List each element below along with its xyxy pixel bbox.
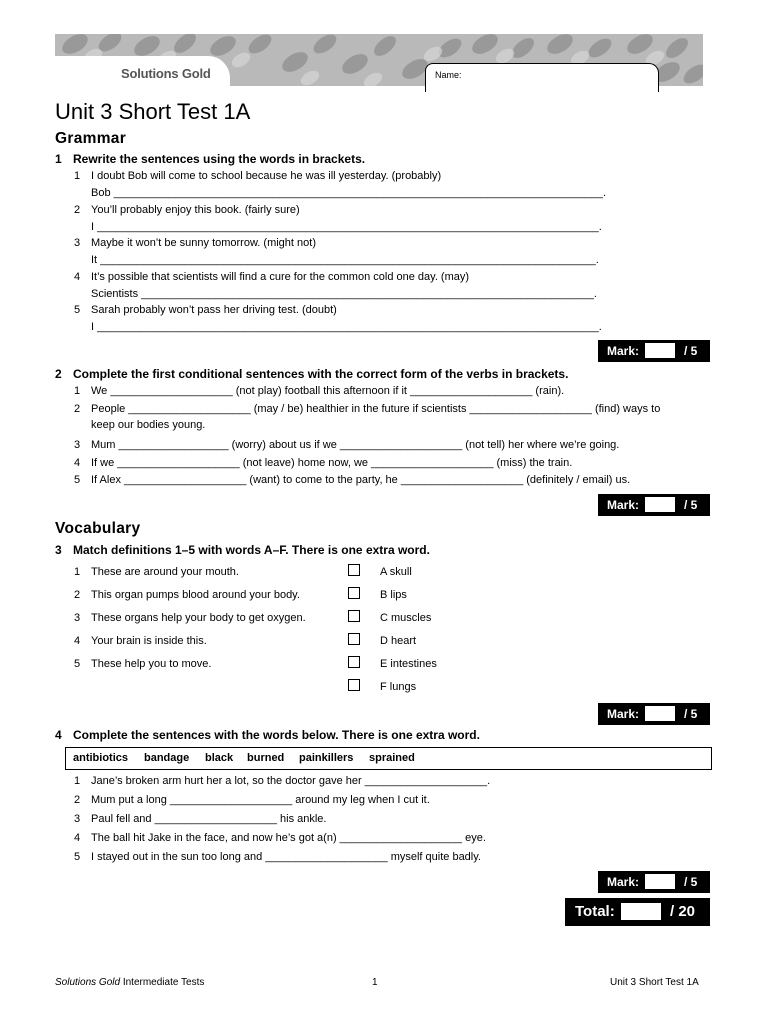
item-number: 5 bbox=[74, 474, 81, 486]
mark-out-of: / 5 bbox=[684, 344, 698, 358]
word-bank-item: antibiotics bbox=[73, 752, 129, 764]
answer-line[interactable]: Bob ________________________________________________________________________________. bbox=[91, 187, 607, 199]
question-instruction: Match definitions 1–5 with words A–F. There is one extra word. bbox=[73, 543, 430, 557]
mark-score-field[interactable] bbox=[645, 874, 675, 889]
mark-label: Mark: bbox=[607, 875, 640, 889]
question-number: 4 bbox=[55, 728, 62, 742]
gap-fill-sentence[interactable]: Mum __________________ (worry) about us if we ____________________ (not tell) her where we’re going. bbox=[91, 439, 620, 451]
answer-checkbox[interactable] bbox=[348, 633, 360, 645]
answer-checkbox[interactable] bbox=[348, 656, 360, 668]
question-instruction: Rewrite the sentences using the words in brackets. bbox=[73, 152, 366, 166]
mark-label: Mark: bbox=[607, 344, 640, 358]
item-number: 2 bbox=[74, 589, 81, 601]
definition-text: This organ pumps blood around your body. bbox=[91, 589, 300, 601]
item-number: 3 bbox=[74, 813, 81, 825]
question-number: 3 bbox=[55, 543, 62, 557]
answer-checkbox[interactable] bbox=[348, 587, 360, 599]
name-label: Name: bbox=[435, 70, 462, 80]
mark-score-field[interactable] bbox=[645, 497, 675, 512]
footer-test-title: Unit 3 Short Test 1A bbox=[610, 977, 699, 988]
mark-label: Mark: bbox=[607, 498, 640, 512]
gap-fill-sentence[interactable]: If Alex ____________________ (want) to come to the party, he ____________________ (definitely / email) us. bbox=[91, 474, 631, 486]
answer-line[interactable]: I __________________________________________________________________________________. bbox=[91, 321, 602, 333]
item-number: 2 bbox=[74, 794, 81, 806]
total-score-field[interactable] bbox=[621, 903, 661, 920]
question-number: 1 bbox=[55, 152, 62, 166]
gap-fill-sentence[interactable]: Paul fell and ____________________ his ankle. bbox=[91, 813, 327, 825]
item-prompt: Maybe it won’t be sunny tomorrow. (might not) bbox=[91, 237, 316, 249]
definition-text: Your brain is inside this. bbox=[91, 635, 207, 647]
word-option: E intestines bbox=[380, 658, 437, 670]
footer-source bbox=[55, 977, 204, 988]
word-bank-item: bandage bbox=[144, 752, 190, 764]
gap-fill-sentence[interactable]: We ____________________ (not play) football this afternoon if it ____________________ (rain). bbox=[91, 385, 565, 397]
word-option: A skull bbox=[380, 566, 412, 578]
mark-out-of: / 5 bbox=[684, 707, 698, 721]
item-number: 1 bbox=[74, 775, 81, 787]
word-bank-item: black bbox=[205, 752, 234, 764]
definition-text: These help you to move. bbox=[91, 658, 212, 670]
mark-label: Mark: bbox=[607, 707, 640, 721]
gap-fill-sentence[interactable]: People ____________________ (may / be) healthier in the future if scientists ____________________ (find) ways to bbox=[91, 403, 661, 415]
item-number: 5 bbox=[74, 658, 81, 670]
section-heading-grammar: Grammar bbox=[55, 130, 127, 147]
answer-checkbox[interactable] bbox=[348, 679, 360, 691]
definition-text: These are around your mouth. bbox=[91, 566, 239, 578]
gap-fill-sentence[interactable]: If we ____________________ (not leave) home now, we ____________________ (miss) the train. bbox=[91, 457, 573, 469]
answer-line[interactable]: Scientists __________________________________________________________________________. bbox=[91, 288, 597, 300]
gap-fill-sentence[interactable]: The ball hit Jake in the face, and now he’s got a(n) ____________________ eye. bbox=[91, 832, 486, 844]
gap-fill-sentence[interactable]: Mum put a long ____________________ around my leg when I cut it. bbox=[91, 794, 430, 806]
word-option: F lungs bbox=[380, 681, 417, 693]
item-prompt: Sarah probably won’t pass her driving test. (doubt) bbox=[91, 304, 337, 316]
word-bank-item: burned bbox=[247, 752, 285, 764]
word-option: C muscles bbox=[380, 612, 432, 624]
page-title: Unit 3 Short Test 1A bbox=[55, 99, 251, 124]
item-number: 3 bbox=[74, 612, 81, 624]
word-option: D heart bbox=[380, 635, 417, 647]
item-number: 4 bbox=[74, 271, 81, 283]
mark-score-field[interactable] bbox=[645, 706, 675, 721]
definition-text: These organs help your body to get oxygen. bbox=[91, 612, 306, 624]
question-instruction: Complete the sentences with the words below. There is one extra word. bbox=[73, 728, 480, 742]
mark-box bbox=[598, 340, 710, 362]
mark-score-field[interactable] bbox=[645, 343, 675, 358]
mark-box bbox=[598, 494, 710, 516]
total-box bbox=[565, 898, 710, 926]
gap-fill-sentence-cont: keep our bodies young. bbox=[91, 419, 206, 431]
item-number: 4 bbox=[74, 457, 81, 469]
total-out-of: / 20 bbox=[670, 903, 696, 920]
page-number: 1 bbox=[372, 977, 378, 988]
answer-checkbox[interactable] bbox=[348, 610, 360, 622]
answer-checkbox[interactable] bbox=[348, 564, 360, 576]
item-number: 3 bbox=[74, 237, 81, 249]
footer-series: Solutions Gold bbox=[55, 977, 121, 988]
item-number: 2 bbox=[74, 403, 81, 415]
item-number: 4 bbox=[74, 635, 81, 647]
item-number: 4 bbox=[74, 832, 81, 844]
answer-line[interactable]: It _________________________________________________________________________________. bbox=[91, 254, 599, 266]
question-instruction: Complete the first conditional sentences with the correct form of the verbs in brackets. bbox=[73, 367, 569, 381]
item-number: 1 bbox=[74, 566, 81, 578]
item-number: 1 bbox=[74, 170, 81, 182]
gap-fill-sentence[interactable]: Jane’s broken arm hurt her a lot, so the doctor gave her ____________________. bbox=[91, 775, 491, 787]
item-prompt: It’s possible that scientists will find a cure for the common cold one day. (may) bbox=[91, 271, 470, 283]
item-number: 3 bbox=[74, 439, 81, 451]
word-bank-item: sprained bbox=[369, 752, 415, 764]
question-number: 2 bbox=[55, 367, 62, 381]
item-number: 2 bbox=[74, 204, 81, 216]
item-number: 5 bbox=[74, 304, 81, 316]
word-option: B lips bbox=[380, 589, 407, 601]
word-bank-item: painkillers bbox=[299, 752, 354, 764]
answer-line[interactable]: I __________________________________________________________________________________. bbox=[91, 221, 602, 233]
item-prompt: You’ll probably enjoy this book. (fairly sure) bbox=[91, 204, 300, 216]
mark-box bbox=[598, 703, 710, 725]
item-prompt: I doubt Bob will come to school because he was ill yesterday. (probably) bbox=[91, 170, 442, 182]
footer-level: Intermediate Tests bbox=[120, 977, 205, 988]
item-number: 1 bbox=[74, 385, 81, 397]
mark-box bbox=[598, 871, 710, 893]
gap-fill-sentence[interactable]: I stayed out in the sun too long and ____________________ myself quite badly. bbox=[91, 851, 481, 863]
total-label: Total: bbox=[575, 903, 615, 920]
section-heading-vocabulary: Vocabulary bbox=[55, 520, 141, 537]
item-number: 5 bbox=[74, 851, 81, 863]
mark-out-of: / 5 bbox=[684, 498, 698, 512]
mark-out-of: / 5 bbox=[684, 875, 698, 889]
brand-logo: Solutions Gold bbox=[121, 66, 211, 81]
